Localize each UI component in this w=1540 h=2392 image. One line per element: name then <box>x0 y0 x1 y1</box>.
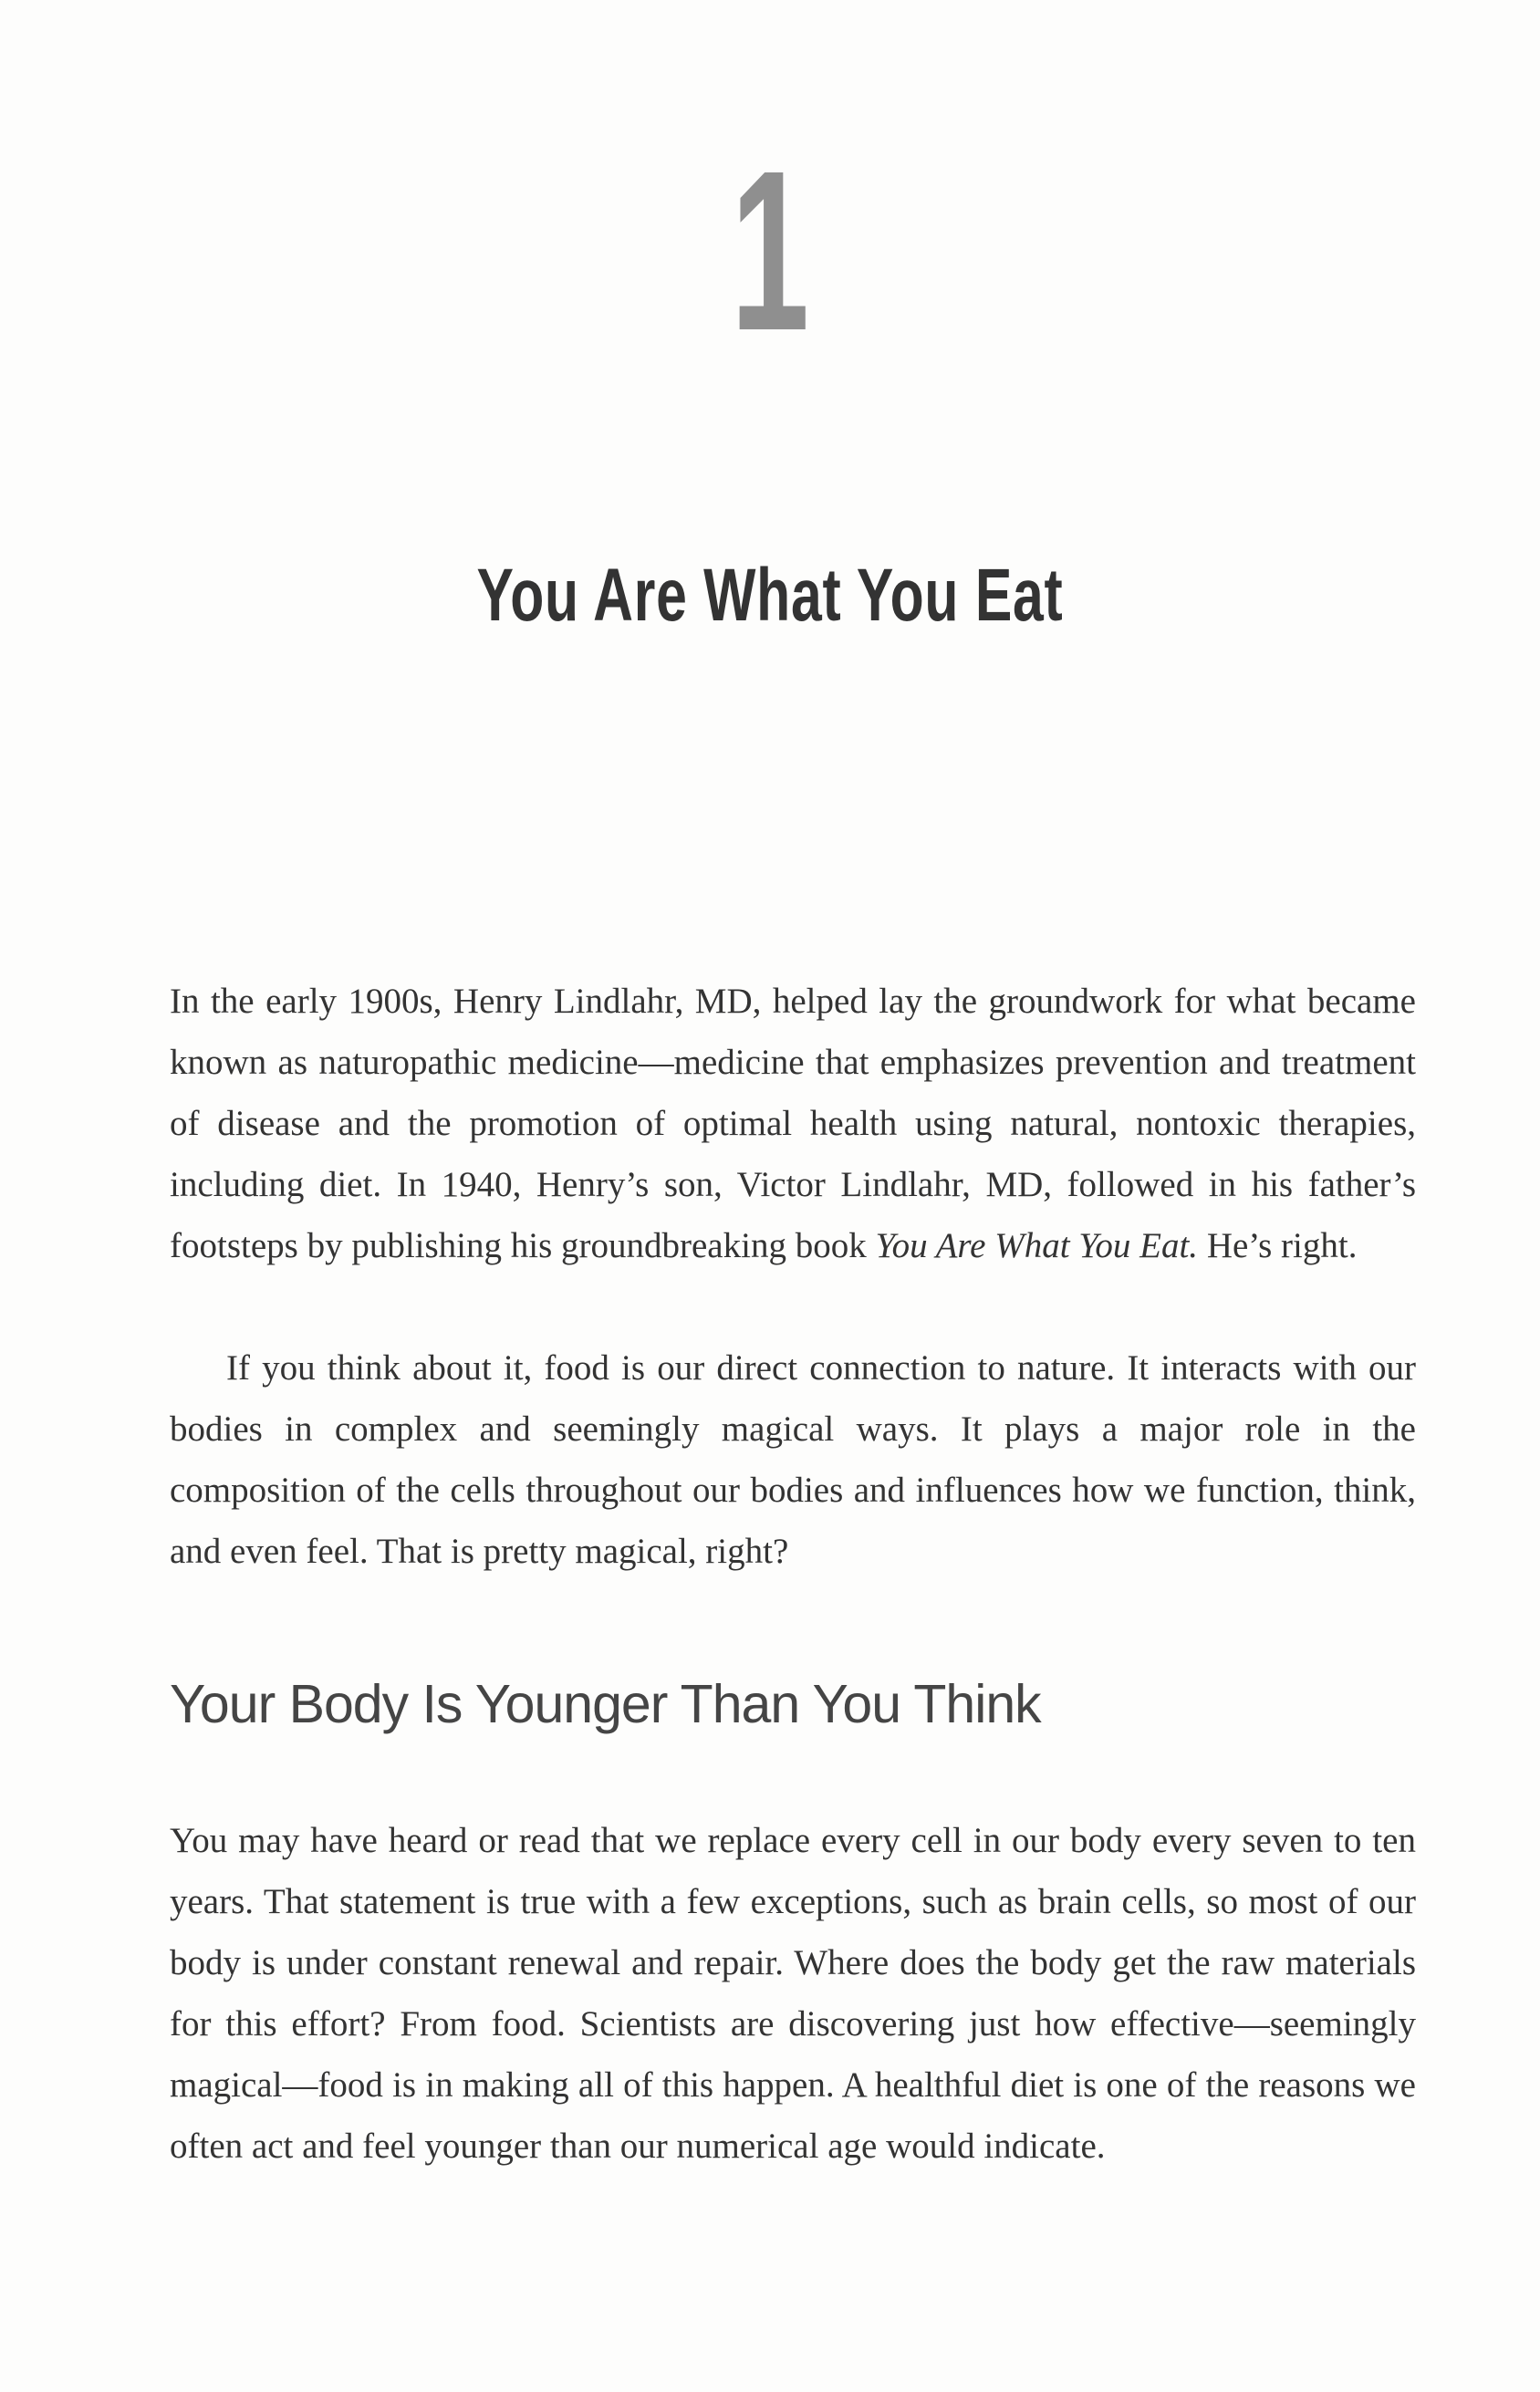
intro-paragraph-1-end: He’s right. <box>1198 1226 1358 1265</box>
intro-paragraph-2: If you think about it, food is our direct connection to nature. It interacts with our bodies in complex and seemingly magical ways. It plays a major role in the composition of the cells throughout our bodies and influences how we function, think, and even feel. That is pretty magical, right? <box>170 1348 1416 1571</box>
intro-paragraph-1-text: In the early 1900s, Henry Lindlahr, MD, helped lay the groundwork for what became known as naturopathic medicine—medicine that emphasizes prevention and treatment of disease and the promotion of optimal health using natural, nontoxic therapies, including diet. In 1940, Henry’s son, Victor Lindlahr, MD, followed in his father’s footsteps by publishing his groundbreaking book <box>170 982 1416 1265</box>
intro-paragraph-1 <box>170 971 1416 1276</box>
chapter-number: 1 <box>730 123 810 378</box>
section-paragraph-1: You may have heard or read that we replace every cell in our body every seven to ten years. That statement is true with a few exceptions, such as brain cells, so most of our body is under constant renewal and repair. Where does the body get the raw materials for this effort? From food. Scientists are discovering just how effective—seemingly magical—food is in making all of this happen. A healthful diet is one of the reasons we often act and feel younger than our numerical age would indicate. <box>170 1821 1416 2166</box>
book-title: You Are What You Eat. <box>875 1226 1199 1265</box>
chapter-title: You Are What You Eat <box>476 554 1064 637</box>
section-heading: Your Body Is Younger Than You Think <box>170 1674 1041 1734</box>
